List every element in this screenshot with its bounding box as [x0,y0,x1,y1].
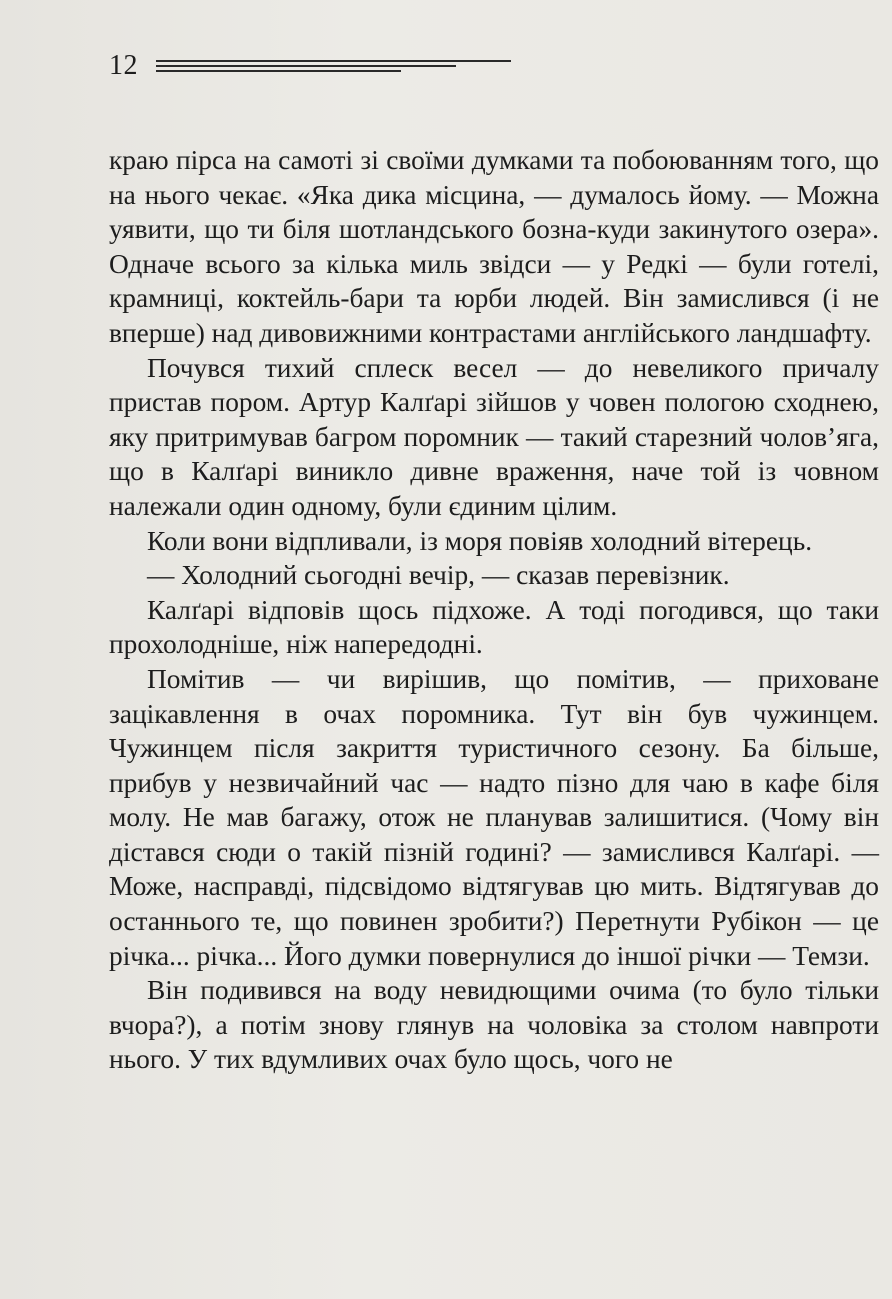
header-rule-line [156,60,511,62]
dialogue-line: — Холодний сьогодні вечір, — сказав перевізник. [147,560,730,591]
paragraph: Калґарі відповів щось підхоже. А тоді погодився, що таки прохолодніше, ніж напередодні. [109,594,879,660]
page-number: 12 [109,50,138,81]
paragraph: Він подивився на воду невидющими очима (то було тільки вчора?), а потім знову глянув на чоловіка за столом навпроти нього. У тих вдумливих очах було щось, чого не [109,975,879,1075]
header-rule-line [156,70,401,72]
paragraph-continued: краю пірса на самоті зі своїми думками та побоюванням того, що на нього чекає. «Яка дика місцина, — думалось йому. — Можна уявити, що ти біля шотландського бозна-куди закинутого озера». Одначе всього за кілька миль звідси — у Редкі — були готелі, крамниці, коктейль-бари та юрби людей. Він замислився (і не вперше) над дивовижними контрастами англійського ландшафту. [109,145,879,348]
body-text [109,143,879,1077]
paragraph: Почувся тихий сплеск весел — до невеликого причалу пристав пором. Артур Калґарі зійшов у човен пологою сходнею, яку притримував багром поромник — такий старезний чолов’яга, що в Калґарі виникло дивне враження, наче той із човном належали один одному, були єдиним цілим. [109,352,879,521]
paragraph: Коли вони відпливали, із моря повіяв холодний вітерець. [147,525,813,556]
header-rule-line [156,65,456,67]
paragraph: Помітив — чи вирішив, що помітив, — приховане зацікавлення в очах поромника. Тут він був чужинцем. Чужинцем після закриття туристичного сезону. Ба більше, прибув у незвичайний час — надто пізно для чаю в кафе біля молу. Не мав багажу, отож не планував залишитися. (Чому він дістався сюди о такій пізній годині? — замислився Калґарі. — Може, насправді, підсвідомо відтягував цю мить. Відтягував до останнього те, що повинен зробити?) Перетнути Рубікон — це річка... річка... Його думки повернулися до іншої річки — Темзи. [109,663,879,971]
page-header [109,50,529,82]
header-rule [156,60,511,74]
